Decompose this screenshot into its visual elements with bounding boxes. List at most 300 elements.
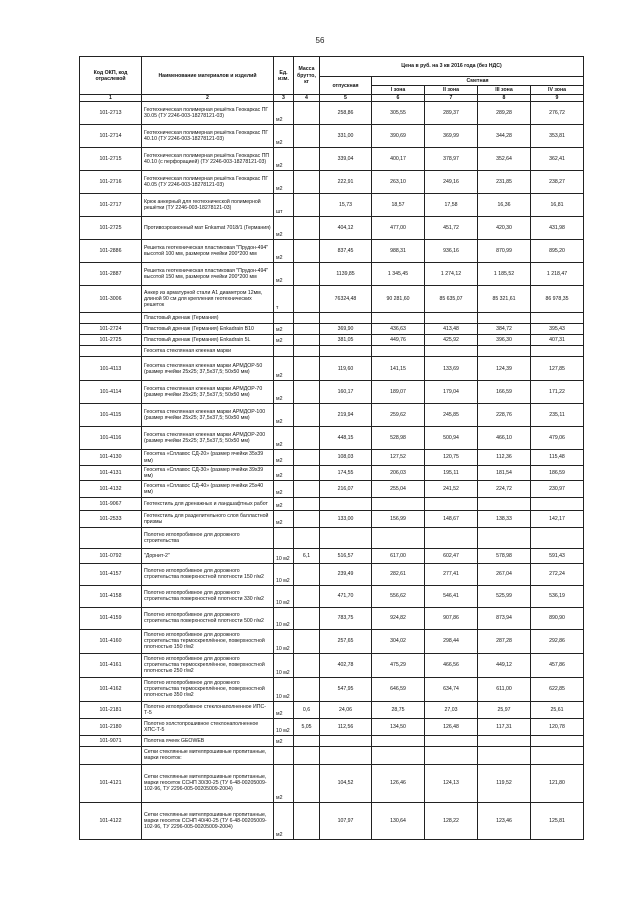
item-code: 101-4114 bbox=[80, 381, 142, 404]
table-row bbox=[80, 746, 584, 764]
item-code: 101-0792 bbox=[80, 548, 142, 563]
item-mass bbox=[294, 510, 320, 527]
item-code: 101-3006 bbox=[80, 286, 142, 313]
price-zone-3: 611,00 bbox=[478, 677, 531, 701]
price-zone-2 bbox=[425, 527, 478, 548]
item-name: Сетки стеклянные мителпрошивные пропитанные, марки геосеток ССНП 30/30-25 (ТУ 6-48-00205009-102-96, ТУ 2296-005-00205009-2004) bbox=[142, 764, 274, 802]
table-row bbox=[80, 357, 584, 381]
item-unit: 10 м2 bbox=[274, 548, 294, 563]
price-zone-1: 156,99 bbox=[372, 510, 425, 527]
price-zone-4: 890,90 bbox=[531, 607, 584, 629]
item-name: Геотехническая полимерная решётка Геокаркас ПГ 40.10 (ТУ 2246-003-18278121-03) bbox=[142, 125, 274, 148]
item-name: Полотно иглопробивное стеклонаполненное ИПС-Т-5 bbox=[142, 701, 274, 718]
table-row bbox=[80, 764, 584, 802]
item-code: 101-4131 bbox=[80, 465, 142, 480]
item-unit: шт bbox=[274, 194, 294, 217]
header-zone-2: II зона bbox=[425, 86, 478, 95]
item-code: 101-2725 bbox=[80, 217, 142, 240]
price-zone-2: 634,74 bbox=[425, 677, 478, 701]
price-zone-1: 141,15 bbox=[372, 357, 425, 381]
price-zone-3: 25,97 bbox=[478, 701, 531, 718]
item-code: 101-4115 bbox=[80, 404, 142, 427]
header-zone-4: IV зона bbox=[531, 86, 584, 95]
price-zone-3 bbox=[478, 735, 531, 746]
price-zone-2: 27,03 bbox=[425, 701, 478, 718]
price-zone-3: 1 185,52 bbox=[478, 263, 531, 286]
item-unit: м2 bbox=[274, 404, 294, 427]
price-zone-3: 117,31 bbox=[478, 718, 531, 735]
table-row bbox=[80, 802, 584, 839]
price-release bbox=[320, 527, 372, 548]
price-zone-3: 870,99 bbox=[478, 240, 531, 263]
item-mass bbox=[294, 427, 320, 450]
price-zone-1: 255,04 bbox=[372, 480, 425, 497]
price-zone-2: 241,52 bbox=[425, 480, 478, 497]
price-zone-1: 263,10 bbox=[372, 171, 425, 194]
price-zone-2: 413,48 bbox=[425, 324, 478, 335]
table-row bbox=[80, 346, 584, 357]
price-zone-4: 479,06 bbox=[531, 427, 584, 450]
item-mass: 0,6 bbox=[294, 701, 320, 718]
price-zone-2 bbox=[425, 313, 478, 324]
item-code: 101-2181 bbox=[80, 701, 142, 718]
price-zone-1: 556,62 bbox=[372, 585, 425, 607]
price-zone-3: 16,36 bbox=[478, 194, 531, 217]
price-zone-3 bbox=[478, 313, 531, 324]
item-mass bbox=[294, 677, 320, 701]
price-zone-4: 120,78 bbox=[531, 718, 584, 735]
item-mass bbox=[294, 764, 320, 802]
table-row bbox=[80, 381, 584, 404]
item-code: 101-4161 bbox=[80, 653, 142, 677]
item-mass bbox=[294, 194, 320, 217]
item-code: 101-2713 bbox=[80, 102, 142, 125]
item-code: 101-4159 bbox=[80, 607, 142, 629]
price-zone-1 bbox=[372, 313, 425, 324]
price-zone-3 bbox=[478, 346, 531, 357]
price-release: 24,06 bbox=[320, 701, 372, 718]
price-release: 331,00 bbox=[320, 125, 372, 148]
item-name: Полотно иглопробивное для дорожного строительства поверхностной плотности 330 г/м2 bbox=[142, 585, 274, 607]
price-zone-3: 123,46 bbox=[478, 802, 531, 839]
price-release: 107,97 bbox=[320, 802, 372, 839]
item-code: 101-4132 bbox=[80, 480, 142, 497]
price-zone-2 bbox=[425, 346, 478, 357]
price-zone-3: 112,36 bbox=[478, 450, 531, 465]
price-zone-2: 120,75 bbox=[425, 450, 478, 465]
item-name: Геотекстиль для разделительного слоя балластной призмы bbox=[142, 510, 274, 527]
price-zone-4: 230,97 bbox=[531, 480, 584, 497]
price-release bbox=[320, 735, 372, 746]
table-row bbox=[80, 677, 584, 701]
price-zone-1: 259,62 bbox=[372, 404, 425, 427]
item-name: Геосетка «Сплавос СД-20» (размер ячейки 35х39 мм) bbox=[142, 450, 274, 465]
header-unit: Ед. изм. bbox=[274, 57, 294, 95]
price-zone-3: 289,28 bbox=[478, 102, 531, 125]
header-code: Код ОКП, код отраслевой bbox=[80, 57, 142, 95]
item-name: Пластовый дренаж (Германия) bbox=[142, 313, 274, 324]
price-release: 160,17 bbox=[320, 381, 372, 404]
price-zone-3: 449,12 bbox=[478, 653, 531, 677]
item-code: 101-2715 bbox=[80, 148, 142, 171]
column-number: 5 bbox=[320, 95, 372, 102]
price-zone-2: 124,13 bbox=[425, 764, 478, 802]
item-unit: 10 м2 bbox=[274, 629, 294, 653]
price-zone-1 bbox=[372, 735, 425, 746]
price-release bbox=[320, 746, 372, 764]
price-release: 837,45 bbox=[320, 240, 372, 263]
price-zone-1: 390,69 bbox=[372, 125, 425, 148]
price-zone-3: 267,04 bbox=[478, 563, 531, 585]
price-zone-4: 591,43 bbox=[531, 548, 584, 563]
price-zone-1: 90 281,60 bbox=[372, 286, 425, 313]
item-unit: м2 bbox=[274, 240, 294, 263]
item-mass bbox=[294, 346, 320, 357]
column-number: 4 bbox=[294, 95, 320, 102]
price-zone-4: 622,85 bbox=[531, 677, 584, 701]
price-zone-4: 25,61 bbox=[531, 701, 584, 718]
price-zone-3: 119,52 bbox=[478, 764, 531, 802]
item-unit: м2 bbox=[274, 381, 294, 404]
item-unit: м2 bbox=[274, 125, 294, 148]
header-estimate-price: Сметная bbox=[372, 77, 584, 86]
column-number: 8 bbox=[478, 95, 531, 102]
item-mass bbox=[294, 563, 320, 585]
table-row bbox=[80, 701, 584, 718]
item-unit bbox=[274, 527, 294, 548]
price-release: 547,95 bbox=[320, 677, 372, 701]
item-code: 101-2725 bbox=[80, 335, 142, 346]
price-zone-4: 186,59 bbox=[531, 465, 584, 480]
price-zone-1: 617,00 bbox=[372, 548, 425, 563]
price-release: 239,49 bbox=[320, 563, 372, 585]
item-name: Геосетка «Сплавос СД-30» (размер ячейки 39х39 мм) bbox=[142, 465, 274, 480]
item-code: 101-4162 bbox=[80, 677, 142, 701]
price-zone-1: 528,98 bbox=[372, 427, 425, 450]
item-mass bbox=[294, 125, 320, 148]
price-zone-2: 245,85 bbox=[425, 404, 478, 427]
price-zone-2: 369,99 bbox=[425, 125, 478, 148]
price-zone-4: 272,24 bbox=[531, 563, 584, 585]
price-zone-1: 477,00 bbox=[372, 217, 425, 240]
item-code: 101-9071 bbox=[80, 735, 142, 746]
table-row bbox=[80, 313, 584, 324]
item-name: Геосетка стеклянная клееная марки АРМДОР-50 (размер ячейки 25х25; 37,5х37,5; 50х50 мм) bbox=[142, 357, 274, 381]
table-header bbox=[80, 57, 584, 102]
price-release: 174,55 bbox=[320, 465, 372, 480]
item-unit: м2 bbox=[274, 263, 294, 286]
price-zone-4: 235,11 bbox=[531, 404, 584, 427]
price-zone-3 bbox=[478, 497, 531, 510]
item-unit: м2 bbox=[274, 335, 294, 346]
item-code: 101-4160 bbox=[80, 629, 142, 653]
price-zone-3: 224,72 bbox=[478, 480, 531, 497]
column-number: 9 bbox=[531, 95, 584, 102]
price-zone-2: 1 274,12 bbox=[425, 263, 478, 286]
item-mass bbox=[294, 629, 320, 653]
price-zone-2: 546,41 bbox=[425, 585, 478, 607]
price-zone-4 bbox=[531, 346, 584, 357]
table-row bbox=[80, 217, 584, 240]
price-zone-3: 138,33 bbox=[478, 510, 531, 527]
price-zone-4: 407,31 bbox=[531, 335, 584, 346]
price-zone-3 bbox=[478, 527, 531, 548]
price-zone-2: 378,97 bbox=[425, 148, 478, 171]
item-mass bbox=[294, 263, 320, 286]
price-release: 104,52 bbox=[320, 764, 372, 802]
price-zone-3: 396,30 bbox=[478, 335, 531, 346]
table-row bbox=[80, 527, 584, 548]
table-row bbox=[80, 653, 584, 677]
item-code: 101-4158 bbox=[80, 585, 142, 607]
item-unit: м2 bbox=[274, 171, 294, 194]
item-code: 101-2533 bbox=[80, 510, 142, 527]
header-zone-3: III зона bbox=[478, 86, 531, 95]
price-zone-4: 127,85 bbox=[531, 357, 584, 381]
item-unit: м2 bbox=[274, 148, 294, 171]
price-zone-3: 873,94 bbox=[478, 607, 531, 629]
price-zone-4: 276,72 bbox=[531, 102, 584, 125]
item-unit bbox=[274, 346, 294, 357]
price-zone-4: 292,86 bbox=[531, 629, 584, 653]
price-zone-1: 400,17 bbox=[372, 148, 425, 171]
price-zone-1: 436,63 bbox=[372, 324, 425, 335]
price-zone-1: 305,55 bbox=[372, 102, 425, 125]
item-name: Полотно холстопрошивное стеклонаполненное ХПС-Т-5 bbox=[142, 718, 274, 735]
price-zone-3 bbox=[478, 746, 531, 764]
table-row bbox=[80, 324, 584, 335]
table-row bbox=[80, 465, 584, 480]
price-release: 448,15 bbox=[320, 427, 372, 450]
column-number: 6 bbox=[372, 95, 425, 102]
item-name: Полотно иглопробивное для дорожного строительства bbox=[142, 527, 274, 548]
price-zone-4: 142,17 bbox=[531, 510, 584, 527]
price-zone-4 bbox=[531, 313, 584, 324]
price-zone-1: 1 345,45 bbox=[372, 263, 425, 286]
price-zone-1 bbox=[372, 527, 425, 548]
price-release: 258,86 bbox=[320, 102, 372, 125]
item-unit: т bbox=[274, 286, 294, 313]
item-mass bbox=[294, 217, 320, 240]
item-mass bbox=[294, 465, 320, 480]
table-row bbox=[80, 171, 584, 194]
item-code: 101-2717 bbox=[80, 194, 142, 217]
item-name: Крюк анкерный для геотехнической полимерной решётки (ТУ 2246-003-18278121-03) bbox=[142, 194, 274, 217]
price-zone-1: 206,03 bbox=[372, 465, 425, 480]
price-zone-3: 420,30 bbox=[478, 217, 531, 240]
price-zone-2 bbox=[425, 735, 478, 746]
price-release: 112,56 bbox=[320, 718, 372, 735]
price-release: 119,60 bbox=[320, 357, 372, 381]
price-release: 222,91 bbox=[320, 171, 372, 194]
price-zone-4: 86 978,35 bbox=[531, 286, 584, 313]
price-zone-3: 352,64 bbox=[478, 148, 531, 171]
price-zone-4: 895,20 bbox=[531, 240, 584, 263]
item-mass bbox=[294, 497, 320, 510]
table-row bbox=[80, 125, 584, 148]
price-zone-2: 907,86 bbox=[425, 607, 478, 629]
item-name: Решетка геотехническая пластиковая "Прудон-494" высотой 100 мм, размером ячейки 200*200 мм bbox=[142, 240, 274, 263]
item-unit: м2 bbox=[274, 217, 294, 240]
price-zone-1: 988,31 bbox=[372, 240, 425, 263]
price-zone-4: 121,80 bbox=[531, 764, 584, 802]
price-zone-2: 602,47 bbox=[425, 548, 478, 563]
item-name: Геосетка стеклянная клееная марки АРМДОР-200 (размер ячейки 25х25; 37,5х37,5; 50х50 мм) bbox=[142, 427, 274, 450]
price-zone-4: 171,22 bbox=[531, 381, 584, 404]
table-row bbox=[80, 497, 584, 510]
item-unit: м2 bbox=[274, 480, 294, 497]
item-mass bbox=[294, 746, 320, 764]
item-name: Геосетка стеклянная клееная марки АРМДОР-70 (размер ячейки 25х25; 37,5х37,5; 50х50 мм) bbox=[142, 381, 274, 404]
price-zone-3: 344,28 bbox=[478, 125, 531, 148]
table-row bbox=[80, 548, 584, 563]
table-row bbox=[80, 585, 584, 607]
item-name: Сетки стеклянные мителпрошивные пропитанные, марки геосеток: bbox=[142, 746, 274, 764]
item-unit: м2 bbox=[274, 701, 294, 718]
price-zone-2: 179,04 bbox=[425, 381, 478, 404]
price-release: 15,73 bbox=[320, 194, 372, 217]
price-zone-2: 195,11 bbox=[425, 465, 478, 480]
price-zone-4 bbox=[531, 746, 584, 764]
item-code bbox=[80, 746, 142, 764]
price-zone-3: 525,99 bbox=[478, 585, 531, 607]
price-zone-3: 466,10 bbox=[478, 427, 531, 450]
price-zone-1: 28,75 bbox=[372, 701, 425, 718]
price-zone-1: 130,64 bbox=[372, 802, 425, 839]
price-release: 381,05 bbox=[320, 335, 372, 346]
price-zone-2: 85 635,07 bbox=[425, 286, 478, 313]
item-name: Полотно иглопробивное для дорожного строительства поверхностной плотности 150 г/м2 bbox=[142, 563, 274, 585]
item-name: Геосетка стеклянная клееная марки bbox=[142, 346, 274, 357]
item-name: Геосетка стеклянная клееная марки АРМДОР-100 (размер ячейки 25х25; 37,5х37,5; 50х50 мм) bbox=[142, 404, 274, 427]
price-zone-2: 289,37 bbox=[425, 102, 478, 125]
price-release: 76324,48 bbox=[320, 286, 372, 313]
item-name: Пластовый дренаж (Германия) Enkadrain B10 bbox=[142, 324, 274, 335]
header-price-group: Цена в руб. на 3 кв 2016 года (без НДС) bbox=[320, 57, 584, 77]
table-row bbox=[80, 335, 584, 346]
table-row bbox=[80, 263, 584, 286]
price-zone-2: 128,22 bbox=[425, 802, 478, 839]
item-code: 101-2887 bbox=[80, 263, 142, 286]
item-name: Пластовый дренаж (Германия) Enkadrain 5L bbox=[142, 335, 274, 346]
price-release: 783,75 bbox=[320, 607, 372, 629]
item-unit: 10 м2 bbox=[274, 677, 294, 701]
column-number: 2 bbox=[142, 95, 274, 102]
price-zone-4: 457,86 bbox=[531, 653, 584, 677]
price-zone-3: 85 321,61 bbox=[478, 286, 531, 313]
item-unit: м2 bbox=[274, 735, 294, 746]
price-zone-4: 536,19 bbox=[531, 585, 584, 607]
price-release bbox=[320, 313, 372, 324]
price-release: 339,04 bbox=[320, 148, 372, 171]
price-zone-4: 1 218,47 bbox=[531, 263, 584, 286]
item-mass bbox=[294, 381, 320, 404]
table-row bbox=[80, 629, 584, 653]
item-name: Сетки стеклянные мителпрошивные пропитанные, марки геосеток ССНП 40/40-25 (ТУ 6-48-00205009-102-96, ТУ 2296-005-00205009-2004) bbox=[142, 802, 274, 839]
price-zone-1: 18,57 bbox=[372, 194, 425, 217]
price-zone-2: 451,72 bbox=[425, 217, 478, 240]
price-release: 369,90 bbox=[320, 324, 372, 335]
item-mass bbox=[294, 735, 320, 746]
item-mass bbox=[294, 480, 320, 497]
item-code: 101-4122 bbox=[80, 802, 142, 839]
table-row bbox=[80, 735, 584, 746]
price-release: 1139,85 bbox=[320, 263, 372, 286]
item-code: 101-4121 bbox=[80, 764, 142, 802]
price-zone-4: 16,81 bbox=[531, 194, 584, 217]
item-unit: м2 bbox=[274, 802, 294, 839]
price-zone-1: 134,50 bbox=[372, 718, 425, 735]
price-zone-2: 133,69 bbox=[425, 357, 478, 381]
price-zone-1: 304,02 bbox=[372, 629, 425, 653]
item-unit: м2 bbox=[274, 764, 294, 802]
item-unit: м2 bbox=[274, 497, 294, 510]
table-row bbox=[80, 194, 584, 217]
header-name: Наименование материалов и изделий bbox=[142, 57, 274, 95]
price-zone-2: 936,16 bbox=[425, 240, 478, 263]
price-sheet bbox=[79, 56, 583, 840]
item-name: Анкер из арматурной стали А1 диаметром 12мм, длиной 90 см для крепления геотехнических решеток bbox=[142, 286, 274, 313]
item-name: Полотно иглопробивное для дорожного строительства термоскреплённое, поверхностной плотностью 250 г/м2 bbox=[142, 653, 274, 677]
item-unit: 10 м2 bbox=[274, 607, 294, 629]
item-unit: 10 м2 bbox=[274, 653, 294, 677]
price-release: 471,70 bbox=[320, 585, 372, 607]
item-code: 101-2886 bbox=[80, 240, 142, 263]
price-zone-4: 238,27 bbox=[531, 171, 584, 194]
price-zone-1 bbox=[372, 497, 425, 510]
item-unit: м2 bbox=[274, 102, 294, 125]
price-zone-2: 298,44 bbox=[425, 629, 478, 653]
item-mass bbox=[294, 286, 320, 313]
item-mass bbox=[294, 653, 320, 677]
price-release: 133,00 bbox=[320, 510, 372, 527]
item-mass: 6,1 bbox=[294, 548, 320, 563]
item-code: 101-2714 bbox=[80, 125, 142, 148]
item-name: Полотно иглопробивное для дорожного строительства термоскреплённое, поверхностной плотностью 150 г/м2 bbox=[142, 629, 274, 653]
price-zone-4 bbox=[531, 497, 584, 510]
price-release: 516,57 bbox=[320, 548, 372, 563]
price-zone-2: 500,94 bbox=[425, 427, 478, 450]
item-mass: 5,05 bbox=[294, 718, 320, 735]
price-zone-2: 277,41 bbox=[425, 563, 478, 585]
item-unit bbox=[274, 313, 294, 324]
table-row bbox=[80, 718, 584, 735]
item-unit: м2 bbox=[274, 465, 294, 480]
header-mass: Масса брутто, кг bbox=[294, 57, 320, 95]
item-code bbox=[80, 527, 142, 548]
price-zone-4: 353,81 bbox=[531, 125, 584, 148]
item-mass bbox=[294, 335, 320, 346]
price-release: 404,12 bbox=[320, 217, 372, 240]
item-code: 101-4116 bbox=[80, 427, 142, 450]
table-row bbox=[80, 148, 584, 171]
item-code: 101-2724 bbox=[80, 324, 142, 335]
price-release bbox=[320, 346, 372, 357]
item-mass bbox=[294, 357, 320, 381]
price-zone-3: 228,76 bbox=[478, 404, 531, 427]
item-code: 101-2180 bbox=[80, 718, 142, 735]
price-zone-2: 425,92 bbox=[425, 335, 478, 346]
table-row bbox=[80, 480, 584, 497]
item-mass bbox=[294, 450, 320, 465]
item-name: Полотна ячеек GEOWEB bbox=[142, 735, 274, 746]
price-release: 219,94 bbox=[320, 404, 372, 427]
item-name: Геотехническая полимерная решётка Геокаркас ПГ 30.05 (ТУ 2246-003-18278121-03) bbox=[142, 102, 274, 125]
item-unit bbox=[274, 746, 294, 764]
item-name: Полотно иглопробивное для дорожного строительства термоскреплённое, поверхностной плотностью 350 г/м2 bbox=[142, 677, 274, 701]
price-zone-1: 189,07 bbox=[372, 381, 425, 404]
price-zone-3: 384,72 bbox=[478, 324, 531, 335]
